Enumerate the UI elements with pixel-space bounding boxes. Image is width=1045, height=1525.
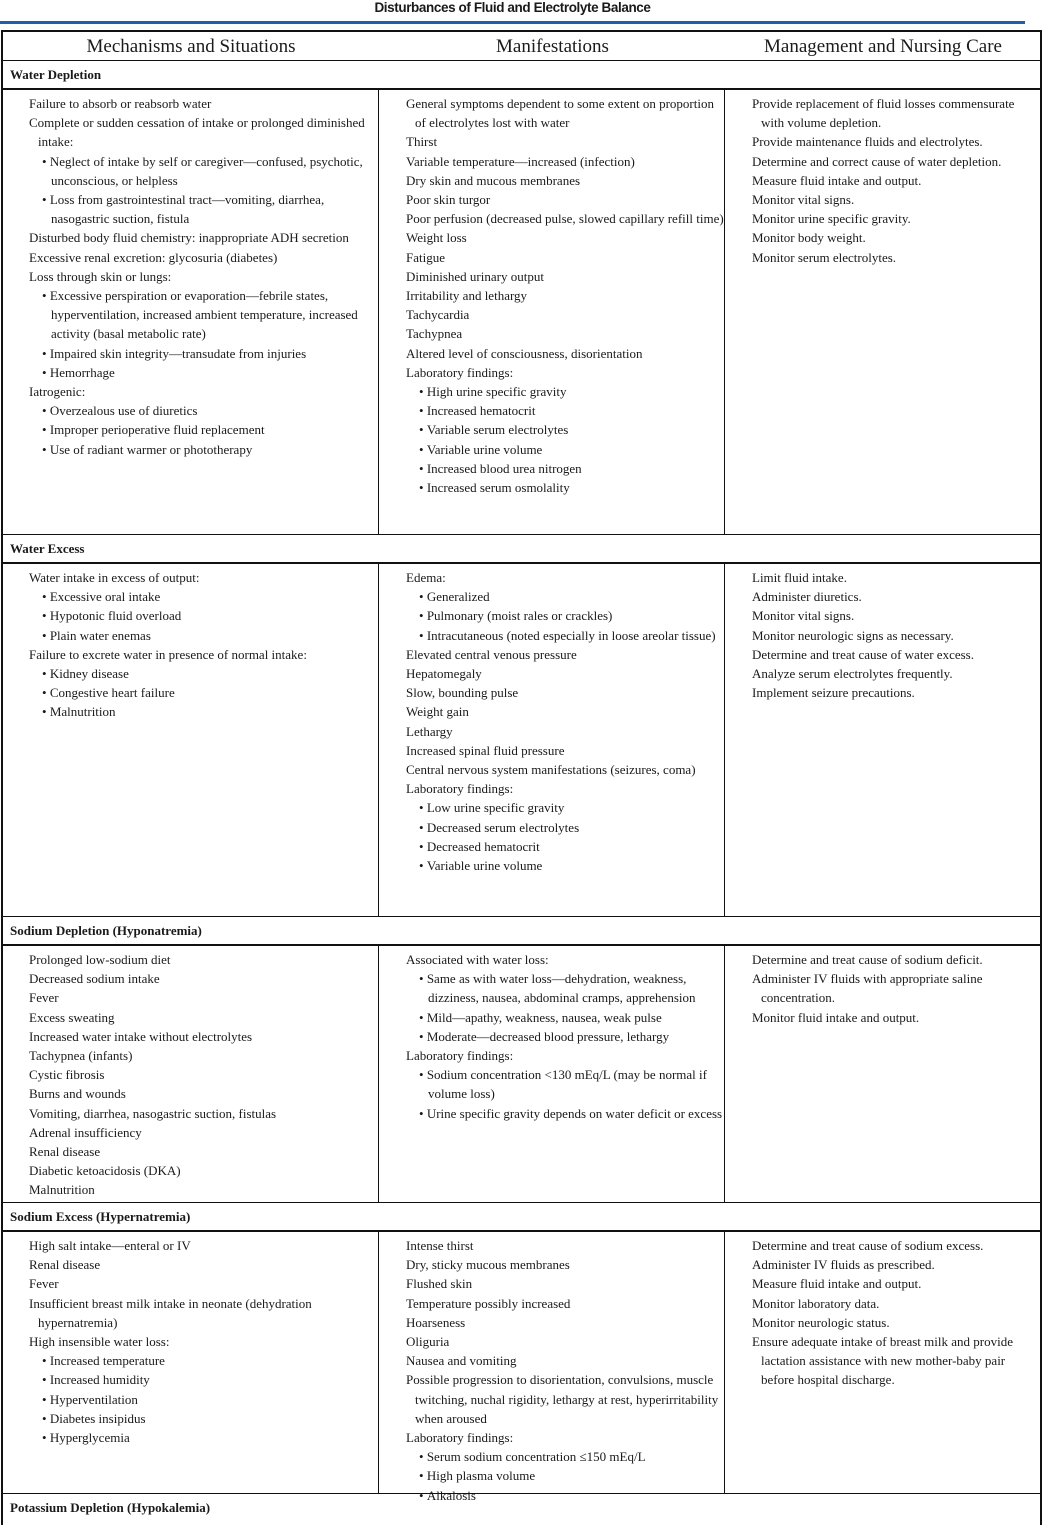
bullet-item: • Neglect of intake by self or caregiver—confused, psychotic, unconscious, or helpless: [29, 152, 378, 190]
list-item: Monitor neurologic signs as necessary.: [752, 627, 954, 643]
list-item: Dry, sticky mucous membranes: [406, 1257, 570, 1273]
list-item: Determine and treat cause of sodium deficit.: [752, 952, 983, 967]
list-item: Provide maintenance fluids and electrolytes.: [752, 134, 983, 150]
mechanisms-cell: [3, 90, 379, 535]
list-item: Measure fluid intake and output.: [752, 172, 922, 188]
list-item: Associated with water loss:: [406, 952, 549, 967]
bullet-item: • High urine specific gravity: [406, 382, 724, 401]
section-title-potassium-depletion: Potassium Depletion (Hypokalemia): [10, 1500, 211, 1515]
list-item: Poor perfusion (decreased pulse, slowed capillary refill time): [406, 211, 724, 227]
list-item: Monitor serum electrolytes.: [752, 249, 897, 265]
list-item: Determine and treat cause of sodium excess.: [752, 1238, 984, 1253]
fluid-electrolyte-table: [1, 30, 1042, 1525]
list-item: Malnutrition: [29, 1182, 95, 1198]
list-item: Poor skin turgor: [406, 192, 491, 208]
list-item: Tachypnea: [406, 326, 463, 342]
list-item: High salt intake—enteral or IV: [29, 1238, 191, 1253]
bullet-item: • Alkalosis: [406, 1486, 724, 1505]
list-item: Prolonged low-sodium diet: [29, 952, 171, 967]
bullet-item: • Variable serum electrolytes: [406, 420, 724, 439]
list-item: Excess sweating: [29, 1009, 115, 1025]
list-item: Oliguria: [406, 1334, 450, 1350]
bullet-item: • Increased temperature: [29, 1351, 378, 1370]
list-item: Hoarseness: [406, 1314, 466, 1330]
list-item: Dry skin and mucous membranes: [406, 172, 581, 188]
list-item: Vomiting, diarrhea, nasogastric suction, fistulas: [29, 1105, 277, 1121]
bullet-item: • Hypotonic fluid overload: [29, 606, 378, 625]
section-title: Water Depletion: [3, 61, 1040, 89]
bullet-item: • Kidney disease: [29, 664, 378, 683]
list-item: Laboratory findings:: [406, 1048, 514, 1064]
list-item: Determine and treat cause of water excess.: [752, 646, 974, 662]
management-cell: [726, 1232, 1040, 1494]
header-manifestations: Manifestations: [496, 36, 609, 57]
list-item: Adrenal insufficiency: [29, 1124, 142, 1140]
page-title: Disturbances of Fluid and Electrolyte Balance: [374, 0, 651, 15]
bullet-item: • Diabetes insipidus: [29, 1409, 378, 1428]
list-item: Limit fluid intake.: [752, 570, 847, 585]
header-mechanisms: Mechanisms and Situations: [86, 36, 296, 57]
section-title: Water Excess: [3, 535, 1040, 563]
bullet-item: • Use of radiant warmer or phototherapy: [29, 440, 378, 459]
list-item: Elevated central venous pressure: [406, 646, 577, 662]
list-item: Burns and wounds: [29, 1086, 126, 1102]
bullet-item: • Excessive oral intake: [29, 587, 378, 606]
bullet-item: • Generalized: [406, 587, 724, 606]
list-item: Tachycardia: [406, 307, 470, 323]
list-item: Ensure adequate intake of breast milk and provide lactation assistance with new mother-baby pair before hospital discharge.: [752, 1334, 1013, 1388]
list-item: Tachypnea (infants): [29, 1048, 133, 1064]
bullet-item: • Hemorrhage: [29, 363, 378, 382]
bullet-item: • Increased blood urea nitrogen: [406, 459, 724, 478]
bullet-item: • Pulmonary (moist rales or crackles): [406, 606, 724, 625]
list-item: Administer IV fluids with appropriate saline concentration.: [752, 971, 983, 1006]
list-item: Administer IV fluids as prescribed.: [752, 1257, 935, 1273]
list-item: Fatigue: [406, 249, 445, 265]
list-item: Administer diuretics.: [752, 589, 862, 605]
list-item: Monitor neurologic status.: [752, 1314, 890, 1330]
list-item: Monitor urine specific gravity.: [752, 211, 911, 227]
management-cell: [726, 90, 1040, 535]
list-item: Central nervous system manifestations (seizures, coma): [406, 762, 696, 778]
list-item: Monitor body weight.: [752, 230, 866, 246]
list-item: Thirst: [406, 134, 438, 150]
bullet-item: • Congestive heart failure: [29, 683, 378, 702]
list-item: Monitor fluid intake and output.: [752, 1009, 920, 1025]
manifestations-cell: [380, 1232, 725, 1503]
bullet-item: • Variable urine volume: [406, 440, 724, 459]
mechanisms-cell: [3, 1232, 379, 1494]
bullet-item: • Increased hematocrit: [406, 401, 724, 420]
list-item: Monitor vital signs.: [752, 192, 855, 208]
list-item: Hepatomegaly: [406, 666, 482, 682]
list-item: Intense thirst: [406, 1238, 474, 1253]
list-item: Irritability and lethargy: [406, 288, 528, 304]
list-item: Renal disease: [29, 1257, 101, 1273]
list-item: Temperature possibly increased: [406, 1295, 571, 1311]
bullet-item: • Excessive perspiration or evaporation—febrile states, hyperventilation, increased ambient temperature, increased activity (basal metabolic rate): [29, 286, 378, 344]
section-title: Sodium Depletion (Hyponatremia): [3, 917, 1040, 945]
list-item: Disturbed body fluid chemistry: inappropriate ADH secretion: [29, 230, 349, 246]
list-item: Cystic fibrosis: [29, 1067, 105, 1083]
bullet-item: • Hyperglycemia: [29, 1428, 378, 1447]
list-item: Diabetic ketoacidosis (DKA): [29, 1163, 181, 1179]
title-rule: [0, 21, 1025, 24]
list-item: Altered level of consciousness, disorientation: [406, 345, 643, 361]
manifestations-cell: [380, 90, 725, 535]
bullet-item: • Sodium concentration <130 mEq/L (may be normal if volume loss): [406, 1065, 724, 1103]
bullet-item: • Increased serum osmolality: [406, 478, 724, 497]
list-item: Weight gain: [406, 704, 469, 720]
list-item: Decreased sodium intake: [29, 971, 160, 987]
list-item: Monitor laboratory data.: [752, 1295, 880, 1311]
list-item: Increased spinal fluid pressure: [406, 742, 565, 758]
list-item: Nausea and vomiting: [406, 1353, 517, 1369]
bullet-item: • Malnutrition: [29, 702, 378, 721]
section-water-excess: [3, 535, 1040, 917]
list-item: Fever: [29, 1276, 59, 1292]
list-item: Renal disease: [29, 1144, 101, 1160]
list-item: Fever: [29, 990, 59, 1006]
bullet-item: • High plasma volume: [406, 1466, 724, 1485]
bullet-item: • Variable urine volume: [406, 856, 724, 875]
bullet-item: • Overzealous use of diuretics: [29, 401, 378, 420]
list-item: Flushed skin: [406, 1276, 473, 1292]
list-item: Water intake in excess of output:: [29, 570, 200, 585]
bullet-item: • Decreased hematocrit: [406, 837, 724, 856]
bullet-item: • Increased humidity: [29, 1370, 378, 1389]
list-item: Possible progression to disorientation, convulsions, muscle twitching, nuchal rigidity, lethargy at rest, hyperirritability when aroused: [406, 1372, 719, 1426]
bullet-item: • Decreased serum electrolytes: [406, 818, 724, 837]
list-item: Laboratory findings:: [406, 1430, 514, 1446]
header-management: Management and Nursing Care: [764, 36, 1002, 57]
list-item: Loss through skin or lungs:: [29, 268, 172, 284]
mechanisms-cell: [3, 564, 379, 917]
list-item: Failure to excrete water in presence of normal intake:: [29, 646, 307, 662]
bullet-item: • Serum sodium concentration ≤150 mEq/L: [406, 1447, 724, 1466]
list-item: Complete or sudden cessation of intake or prolonged diminished intake:: [29, 115, 365, 150]
list-item: High insensible water loss:: [29, 1334, 170, 1350]
list-item: Increased water intake without electrolytes: [29, 1028, 253, 1044]
list-item: Laboratory findings:: [406, 781, 514, 797]
list-item: Excessive renal excretion: glycosuria (diabetes): [29, 249, 278, 265]
section-water-depletion: [3, 61, 1040, 535]
list-item: Analyze serum electrolytes frequently.: [752, 666, 953, 682]
list-item: Laboratory findings:: [406, 364, 514, 380]
list-item: Failure to absorb or reabsorb water: [29, 96, 212, 111]
list-item: Measure fluid intake and output.: [752, 1276, 922, 1292]
list-item: Weight loss: [406, 230, 467, 246]
bullet-item: • Urine specific gravity depends on water deficit or excess: [406, 1104, 724, 1123]
list-item: Determine and correct cause of water depletion.: [752, 153, 1002, 169]
management-cell: [726, 946, 1040, 1203]
manifestations-cell: [380, 946, 725, 1203]
bullet-item: • Mild—apathy, weakness, nausea, weak pulse: [406, 1008, 724, 1027]
list-item: Slow, bounding pulse: [406, 685, 519, 701]
list-item: Implement seizure precautions.: [752, 685, 915, 701]
section-sodium-depletion: [3, 917, 1040, 1203]
list-item: Monitor vital signs.: [752, 608, 855, 624]
bullet-item: • Low urine specific gravity: [406, 798, 724, 817]
bullet-item: • Plain water enemas: [29, 626, 378, 645]
management-cell: [726, 564, 1040, 917]
bullet-item: • Moderate—decreased blood pressure, lethargy: [406, 1027, 724, 1046]
list-item: General symptoms dependent to some extent on proportion of electrolytes lost with water: [406, 96, 714, 131]
bullet-item: • Same as with water loss—dehydration, weakness, dizziness, nausea, abdominal cramps, apprehension: [406, 969, 724, 1007]
bullet-item: • Hyperventilation: [29, 1390, 378, 1409]
list-item: Variable temperature—increased (infection): [406, 153, 635, 169]
list-item: Lethargy: [406, 723, 453, 739]
section-sodium-excess: [3, 1203, 1040, 1503]
list-item: Insufficient breast milk intake in neonate (dehydration hypernatremia): [29, 1295, 312, 1330]
bullet-item: • Impaired skin integrity—transudate from injuries: [29, 344, 378, 363]
bullet-item: • Intracutaneous (noted especially in loose areolar tissue): [406, 626, 724, 645]
list-item: Diminished urinary output: [406, 268, 544, 284]
list-item: Provide replacement of fluid losses commensurate with volume depletion.: [752, 96, 1015, 131]
table-header-row: [3, 32, 1040, 61]
bullet-item: • Loss from gastrointestinal tract—vomiting, diarrhea, nasogastric suction, fistula: [29, 190, 378, 228]
list-item: Edema:: [406, 570, 446, 585]
mechanisms-cell: [3, 946, 379, 1203]
bullet-item: • Improper perioperative fluid replacement: [29, 420, 378, 439]
manifestations-cell: [380, 564, 725, 917]
section-title: Sodium Excess (Hypernatremia): [3, 1203, 1040, 1231]
list-item: Iatrogenic:: [29, 384, 86, 400]
